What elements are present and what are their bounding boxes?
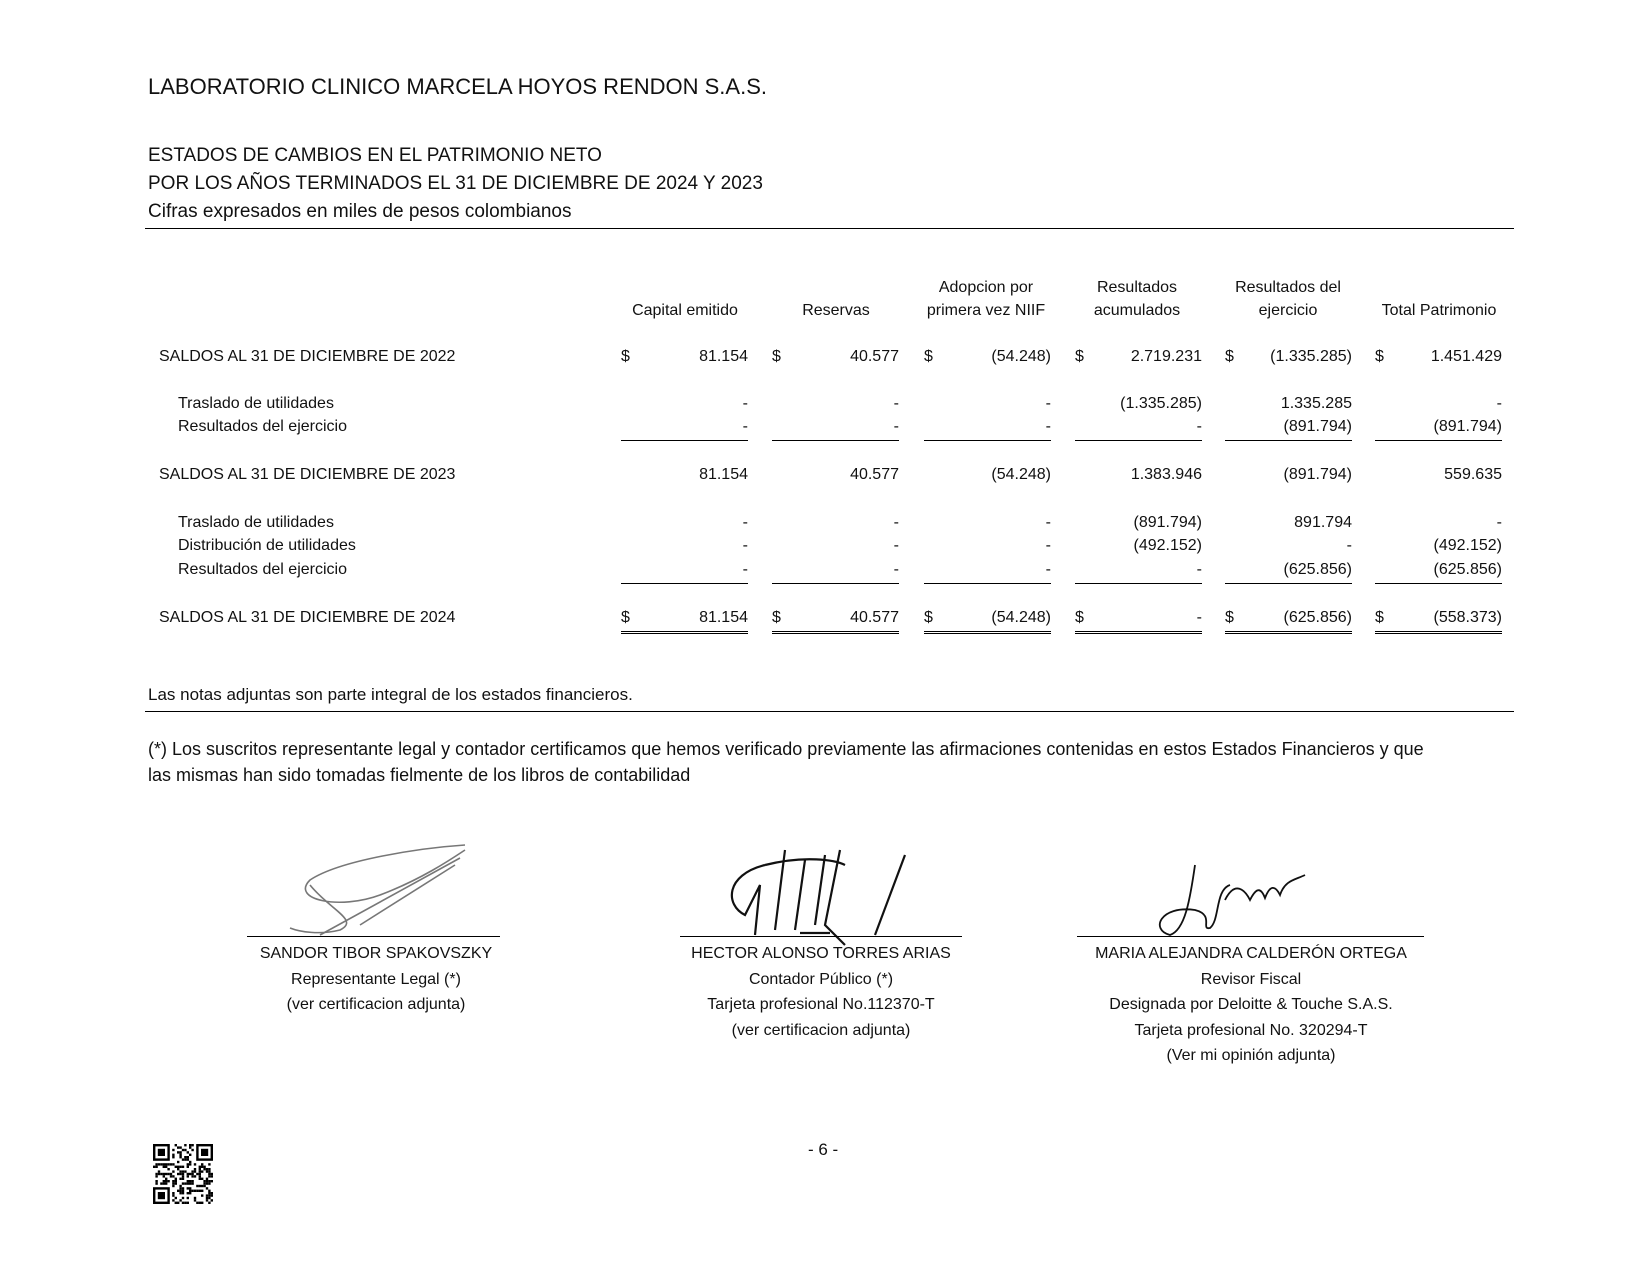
currency-symbol: $: [621, 348, 630, 365]
table-cell: [1225, 561, 1352, 584]
statement-title: ESTADOS DE CAMBIOS EN EL PATRIMONIO NETO: [148, 145, 602, 166]
cell-value: -: [1045, 537, 1051, 554]
table-cell: [1225, 348, 1352, 370]
table-cell: [924, 395, 1051, 417]
table-cell: [1225, 418, 1352, 441]
currency-symbol: $: [1075, 609, 1084, 626]
cell-value: 891.794: [1294, 514, 1352, 531]
cell-value: -: [742, 395, 748, 412]
table-cell: [772, 609, 899, 634]
cell-value: -: [1496, 395, 1502, 412]
row-label: Resultados del ejercicio: [178, 418, 347, 435]
cell-value: -: [1196, 561, 1202, 578]
signatory-fiscal-reviser: [1041, 941, 1461, 1069]
table-cell: [1375, 418, 1502, 441]
cell-value: -: [1045, 561, 1051, 578]
page-number: - 6 -: [808, 1140, 839, 1159]
table-cell: [1225, 466, 1352, 488]
cell-value: -: [742, 514, 748, 531]
table-cell: [772, 348, 899, 370]
table-cell: [924, 561, 1051, 584]
statement-period: POR LOS AÑOS TERMINADOS EL 31 DE DICIEMBRE DE 2024 Y 2023: [148, 173, 763, 194]
table-cell: [1375, 395, 1502, 417]
signatory-name: MARIA ALEJANDRA CALDERÓN ORTEGA: [1095, 945, 1407, 962]
cell-value: (625.856): [1433, 561, 1502, 578]
table-cell: [621, 418, 748, 441]
cell-value: 2.719.231: [1130, 348, 1202, 365]
table-cell: [621, 466, 748, 488]
signatory-note: (ver certificacion adjunta): [731, 1021, 911, 1039]
table-cell: [621, 514, 748, 536]
cell-value: -: [1496, 514, 1502, 531]
cell-value: -: [742, 418, 748, 435]
column-header: acumulados: [1093, 302, 1181, 319]
table-cell: [1075, 466, 1202, 488]
currency-symbol: $: [924, 348, 933, 365]
cell-value: (891.794): [1283, 466, 1352, 483]
cell-value: -: [1045, 514, 1051, 531]
currency-symbol: $: [1225, 609, 1234, 626]
cell-value: 40.577: [850, 348, 899, 365]
signatory-note: (ver certificacion adjunta): [286, 996, 466, 1013]
row-label: Traslado de utilidades: [178, 514, 334, 531]
table-cell: [1375, 466, 1502, 488]
row-label: SALDOS AL 31 DE DICIEMBRE DE 2022: [159, 348, 456, 365]
cell-value: 81.154: [699, 609, 748, 626]
statement-units: Cifras expresados en miles de pesos colombianos: [148, 201, 572, 222]
signatory-firm: Designada por Deloitte & Touche S.A.S.: [1109, 996, 1393, 1013]
table-cell: [772, 395, 899, 417]
table-cell: [772, 514, 899, 536]
table-cell: [621, 348, 748, 370]
currency-symbol: $: [772, 609, 781, 626]
table-cell: [1225, 537, 1352, 559]
signature-accountant: [725, 845, 925, 955]
table-cell: [1375, 561, 1502, 584]
column-header: ejercicio: [1258, 302, 1318, 319]
table-cell: [1225, 514, 1352, 536]
cell-value: 81.154: [699, 348, 748, 365]
table-cell: [1075, 561, 1202, 584]
table-cell: [924, 514, 1051, 536]
column-header: Total Patrimonio: [1381, 302, 1497, 319]
table-cell: [1225, 395, 1352, 417]
currency-symbol: $: [1375, 609, 1384, 626]
row-label: Resultados del ejercicio: [178, 561, 347, 578]
cell-value: -: [1196, 418, 1202, 435]
cell-value: 1.451.429: [1430, 348, 1502, 365]
cell-value: -: [893, 514, 899, 531]
column-header: Reservas: [802, 302, 870, 319]
certification-line-2: las mismas han sido tomadas fielmente de los libros de contabilidad: [148, 765, 691, 785]
table-cell: [1375, 609, 1502, 634]
signatory-name: SANDOR TIBOR SPAKOVSZKY: [259, 945, 493, 962]
currency-symbol: $: [772, 348, 781, 365]
notes-divider: [145, 711, 1514, 712]
cell-value: 1.335.285: [1280, 395, 1352, 412]
header-divider: [145, 228, 1514, 229]
qr-code: [153, 1144, 213, 1204]
table-cell: [1075, 418, 1202, 441]
currency-symbol: $: [924, 609, 933, 626]
table-cell: [1075, 348, 1202, 370]
table-cell: [1225, 609, 1352, 634]
cell-value: -: [893, 395, 899, 412]
cell-value: (54.248): [991, 609, 1051, 626]
table-cell: [621, 537, 748, 559]
table-cell: [621, 561, 748, 584]
row-label: Distribución de utilidades: [178, 537, 356, 554]
signatory-license: Tarjeta profesional No.112370-T: [707, 996, 935, 1013]
signatory-note: (Ver mi opinión adjunta): [1166, 1047, 1336, 1064]
cell-value: (492.152): [1433, 537, 1502, 554]
signature-line-1: [247, 936, 500, 937]
cell-value: -: [1045, 395, 1051, 412]
signatory-legal-representative: [166, 941, 586, 1018]
cell-value: 40.577: [850, 609, 899, 626]
cell-value: (54.248): [991, 466, 1051, 483]
signature-line-3: [1077, 936, 1424, 937]
table-cell: [1075, 537, 1202, 559]
table-cell: [924, 537, 1051, 559]
table-cell: [772, 537, 899, 559]
cell-value: (1.335.285): [1270, 348, 1352, 365]
table-cell: [772, 561, 899, 584]
signatory-name: HECTOR ALONSO TORRES ARIAS: [691, 945, 951, 962]
company-name: LABORATORIO CLINICO MARCELA HOYOS RENDON S.A.S.: [148, 74, 767, 99]
cell-value: 40.577: [850, 466, 899, 483]
signatory-accountant: [611, 941, 1031, 1043]
cell-value: (625.856): [1283, 561, 1352, 578]
cell-value: (1.335.285): [1120, 395, 1202, 412]
column-header: Adopcion por: [938, 279, 1034, 296]
table-cell: [924, 466, 1051, 488]
row-label: Traslado de utilidades: [178, 395, 334, 412]
signatory-role: Revisor Fiscal: [1200, 970, 1302, 988]
cell-value: -: [1346, 537, 1352, 554]
column-header: Capital emitido: [632, 302, 738, 319]
table-cell: [924, 418, 1051, 441]
cell-value: (891.794): [1283, 418, 1352, 435]
cell-value: -: [893, 537, 899, 554]
cell-value: -: [1196, 609, 1202, 626]
table-cell: [1375, 537, 1502, 559]
cell-value: (891.794): [1133, 514, 1202, 531]
signatory-role: Representante Legal (*): [291, 970, 461, 988]
cell-value: 559.635: [1444, 466, 1502, 483]
table-cell: [1375, 348, 1502, 370]
table-cell: [772, 418, 899, 441]
currency-symbol: $: [621, 609, 630, 626]
notes-text: Las notas adjuntas son parte integral de los estados financieros.: [148, 685, 633, 704]
table-cell: [772, 466, 899, 488]
row-label: SALDOS AL 31 DE DICIEMBRE DE 2024: [159, 609, 456, 626]
signature-line-2: [680, 936, 962, 937]
cell-value: (492.152): [1133, 537, 1202, 554]
column-header: Resultados del: [1235, 279, 1341, 296]
table-cell: [621, 609, 748, 634]
cell-value: (558.373): [1433, 609, 1502, 626]
row-label: SALDOS AL 31 DE DICIEMBRE DE 2023: [159, 466, 456, 483]
signature-legal-representative: [280, 840, 480, 940]
cell-value: 81.154: [699, 466, 748, 483]
signatory-role: Contador Público (*): [748, 970, 894, 988]
signature-fiscal-reviser: [1155, 860, 1315, 940]
table-cell: [924, 609, 1051, 634]
table-cell: [621, 395, 748, 417]
currency-symbol: $: [1225, 348, 1234, 365]
table-cell: [1075, 609, 1202, 634]
cell-value: -: [1045, 418, 1051, 435]
table-cell: [1075, 395, 1202, 417]
currency-symbol: $: [1075, 348, 1084, 365]
column-header: Resultados: [1096, 279, 1178, 296]
table-cell: [1075, 514, 1202, 536]
cell-value: -: [742, 561, 748, 578]
currency-symbol: $: [1375, 348, 1384, 365]
cell-value: -: [893, 418, 899, 435]
cell-value: (891.794): [1433, 418, 1502, 435]
table-cell: [1375, 514, 1502, 536]
table-cell: [924, 348, 1051, 370]
certification-line-1: (*) Los suscritos representante legal y contador certificamos que hemos verificado previamente las afirmaciones contenidas en estos Estados Financieros y que: [148, 739, 1424, 759]
column-header: primera vez NIIF: [926, 302, 1046, 319]
signatory-license: Tarjeta profesional No. 320294-T: [1134, 1021, 1368, 1039]
cell-value: -: [893, 561, 899, 578]
cell-value: -: [742, 537, 748, 554]
cell-value: (54.248): [991, 348, 1051, 365]
cell-value: 1.383.946: [1130, 466, 1202, 483]
cell-value: (625.856): [1283, 609, 1352, 626]
